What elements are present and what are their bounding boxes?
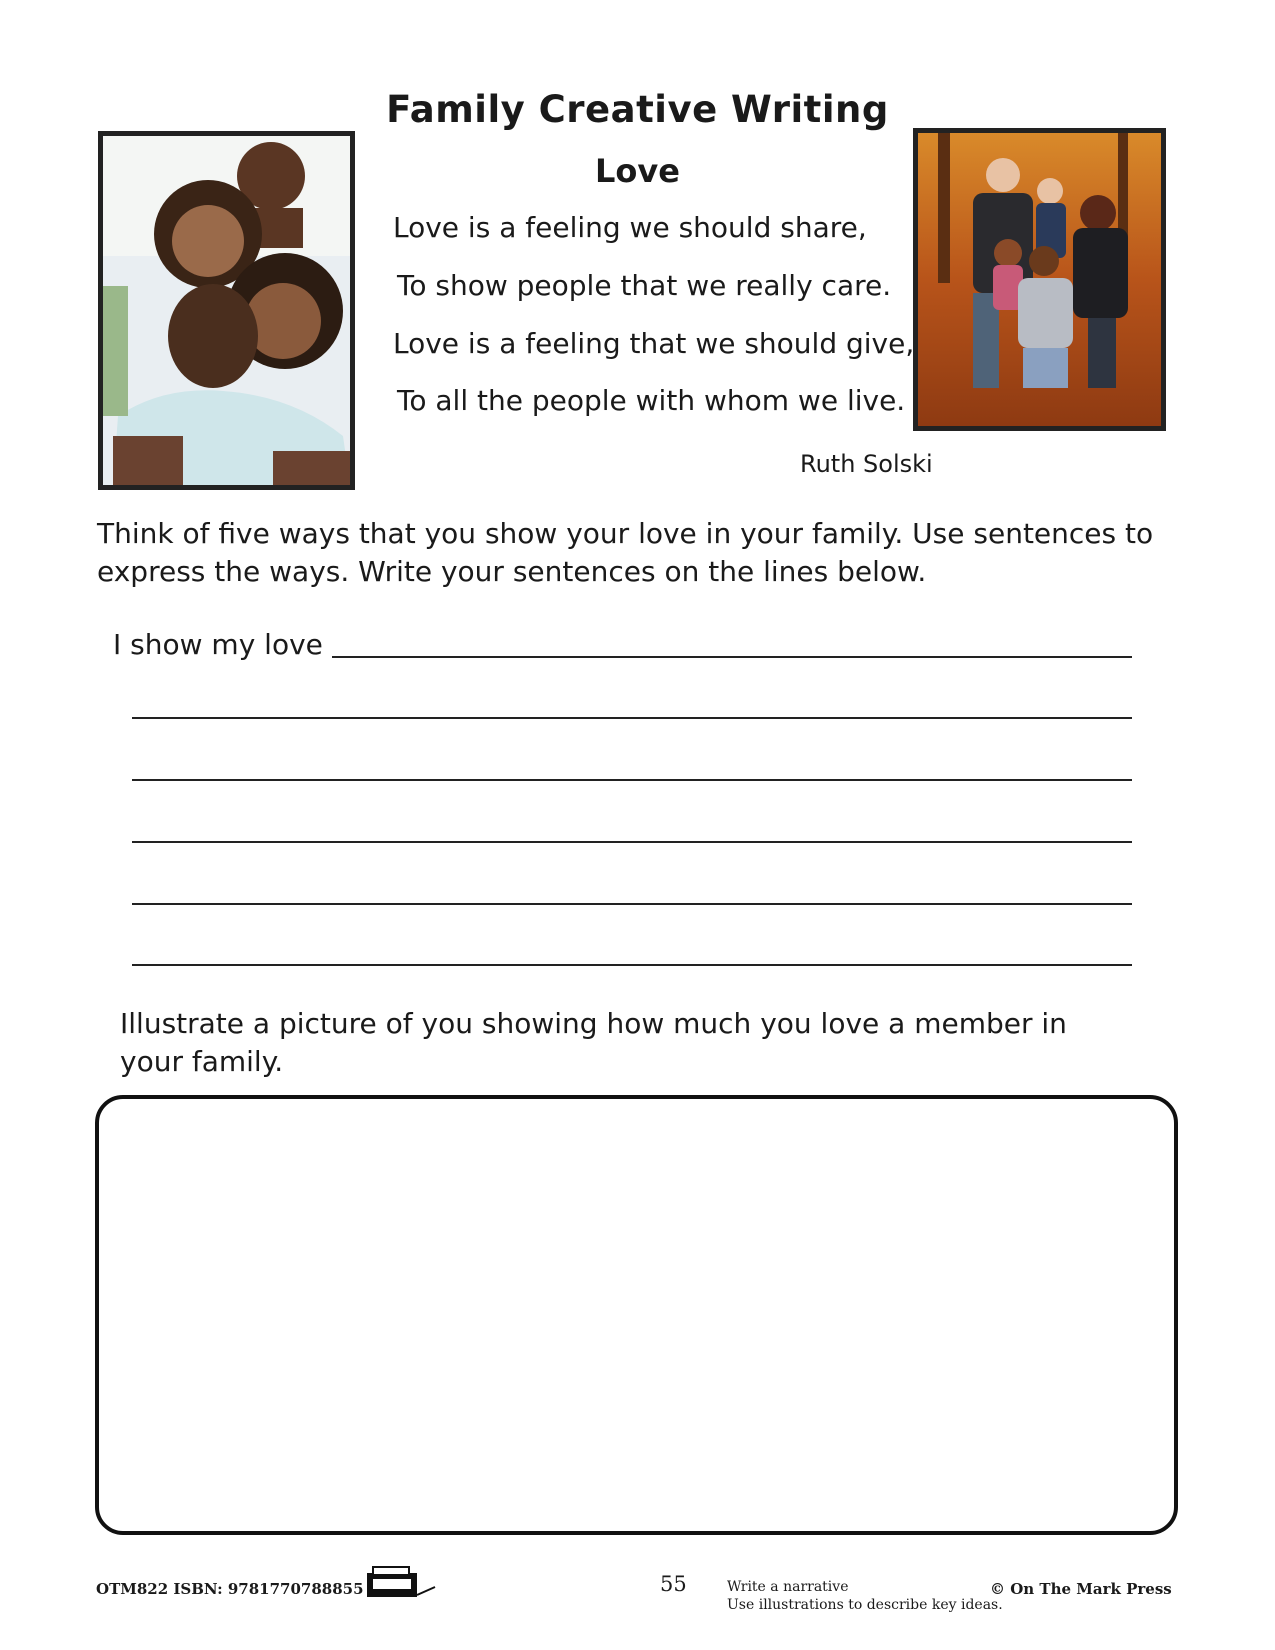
writing-line[interactable] — [132, 717, 1132, 719]
family-photo-right — [913, 128, 1166, 431]
writing-line[interactable] — [132, 779, 1132, 781]
poem-author: Ruth Solski — [800, 450, 933, 478]
poem-title: Love — [595, 152, 680, 190]
writing-prompt: I show my love — [113, 628, 323, 661]
footer-isbn: OTM822 ISBN: 9781770788855 — [96, 1580, 364, 1598]
copyright: © On The Mark Press — [990, 1580, 1172, 1598]
poem-line: Love is a feeling we should share, — [393, 211, 867, 244]
writing-line[interactable] — [132, 964, 1132, 966]
poem-line: To show people that we really care. — [397, 269, 892, 302]
standard-line: Use illustrations to describe key ideas. — [727, 1597, 1003, 1613]
writing-line[interactable] — [332, 656, 1132, 658]
writing-instructions: Think of five ways that you show your love in your family. Use sentences to express the ways. Write your sentences on the lines below. — [97, 517, 1154, 588]
page-number: 55 — [660, 1572, 687, 1596]
writing-line[interactable] — [132, 841, 1132, 843]
page-title: Family Creative Writing — [386, 88, 889, 131]
poem-line: To all the people with whom we live. — [397, 384, 906, 417]
printer-icon — [365, 1565, 437, 1603]
standard-line: Write a narrative — [727, 1579, 849, 1595]
illustration-instructions: Illustrate a picture of you showing how much you love a member in your family. — [120, 1007, 1067, 1078]
family-photo-left — [98, 131, 355, 490]
writing-line[interactable] — [132, 903, 1132, 905]
drawing-box[interactable] — [95, 1095, 1178, 1535]
standards-note — [727, 1578, 1003, 1614]
poem-line: Love is a feeling that we should give, — [393, 327, 915, 360]
